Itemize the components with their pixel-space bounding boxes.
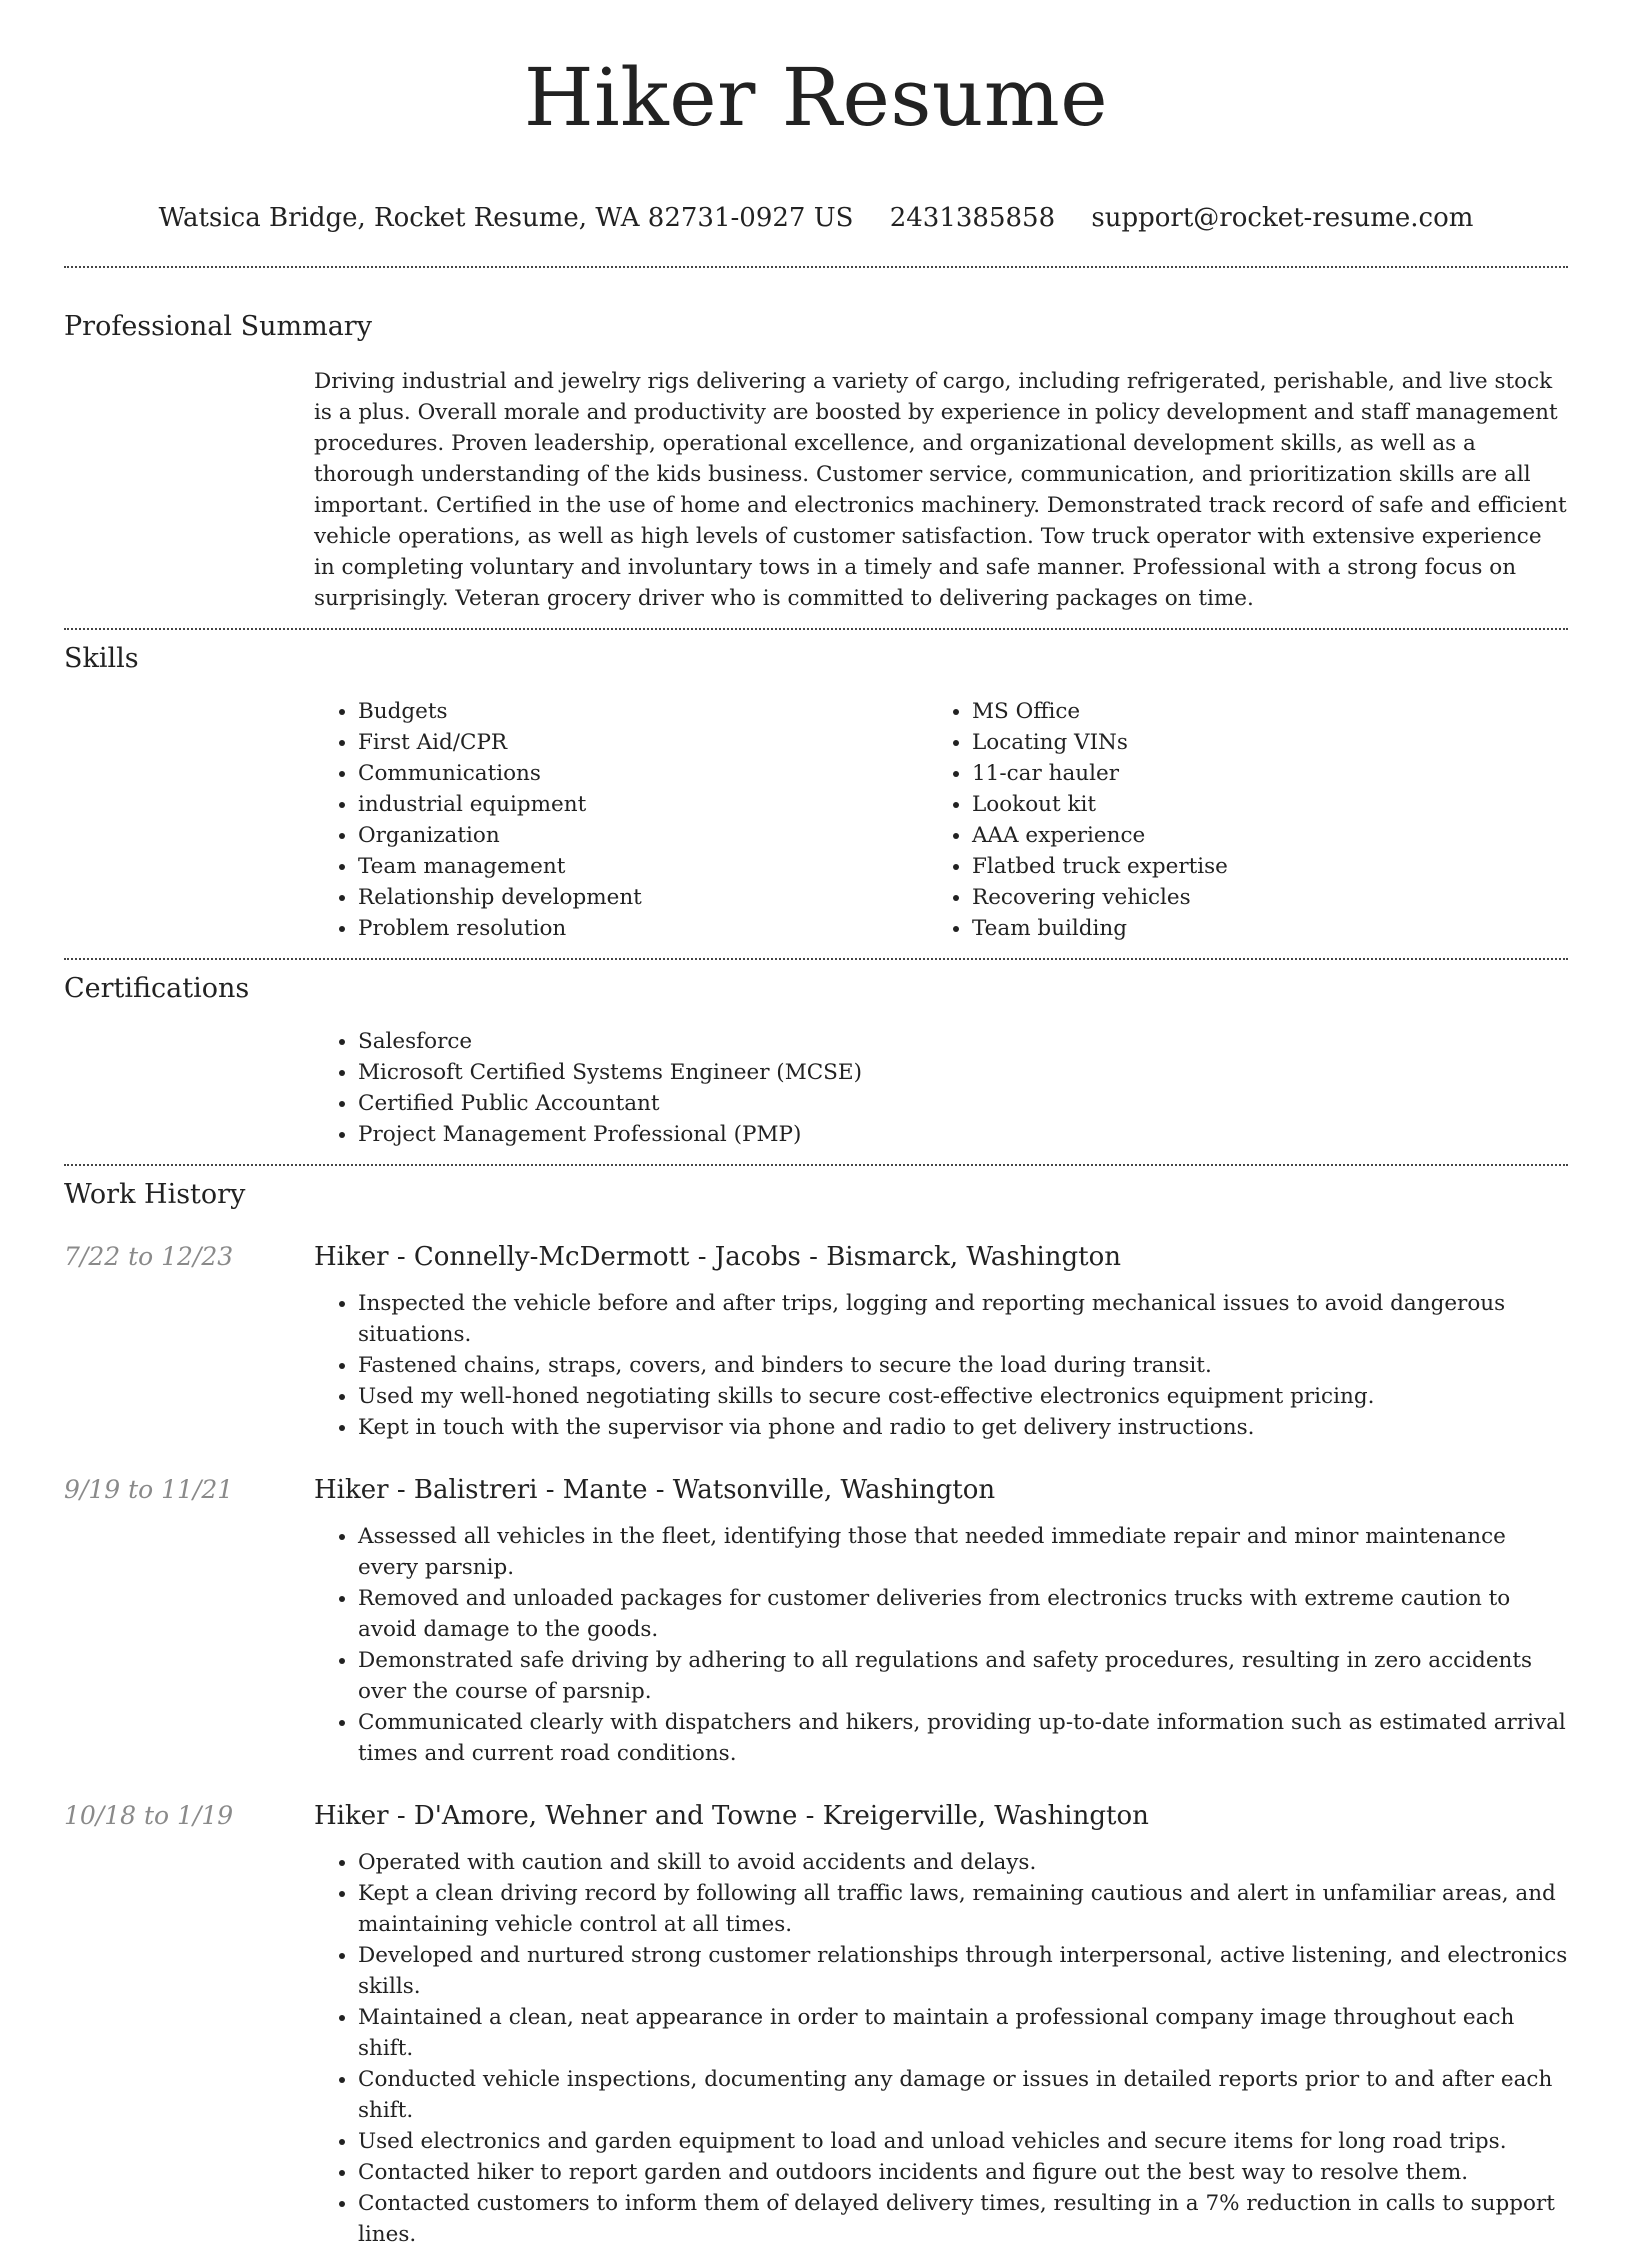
section-divider (64, 958, 1568, 960)
skill-item: • Team building (972, 913, 1542, 944)
job-heading: Hiker - Connelly-McDermott - Jacobs - Bismarck, Washington (314, 1242, 1122, 1272)
skill-item: • Recovering vehicles (972, 882, 1542, 913)
skill-item: • First Aid/CPR (358, 727, 928, 758)
certification-item: • Microsoft Certified Systems Engineer (MCSE) (358, 1057, 1568, 1088)
job-bullet: • Removed and unloaded packages for customer deliveries from electronics trucks with extreme caution to avoid damage to the goods. (358, 1583, 1568, 1645)
job-bullet: • Demonstrated safe driving by adhering to all regulations and safety procedures, resulting in zero accidents over the course of parsnip. (358, 1645, 1568, 1707)
job-bullets (314, 1288, 1568, 1443)
job-bullets (314, 1521, 1568, 1769)
certification-item: • Salesforce (358, 1026, 1568, 1057)
certification-item: • Project Management Professional (PMP) (358, 1119, 1568, 1150)
job-dates: 9/19 to 11/21 (64, 1475, 234, 1504)
job-heading: Hiker - D'Amore, Wehner and Towne - Kreigerville, Washington (314, 1801, 1149, 1831)
certifications-list (314, 1026, 1568, 1150)
skills-column-right (928, 676, 1542, 958)
contact-phone: 2431385858 (889, 203, 1056, 233)
job-bullets (314, 1847, 1568, 2250)
skill-item: • industrial equipment (358, 789, 928, 820)
work-history-list (64, 1240, 1568, 2250)
resume-name: Hiker Resume (523, 51, 1109, 144)
job-bullet: • Contacted customers to inform them of delayed delivery times, resulting in a 7% reduction in calls to support lines. (358, 2188, 1568, 2250)
job-entry (64, 1240, 1568, 1443)
job-bullet: • Contacted hiker to report garden and outdoors incidents and figure out the best way to resolve them. (358, 2157, 1568, 2188)
skills-heading: Skills (64, 643, 139, 674)
skill-item: • Relationship development (358, 882, 928, 913)
job-heading: Hiker - Balistreri - Mante - Watsonville, Washington (314, 1475, 996, 1505)
skills-list-left (314, 696, 928, 944)
job-bullet: • Used electronics and garden equipment to load and unload vehicles and secure items for long road trips. (358, 2126, 1568, 2157)
job-main (314, 1240, 1568, 1443)
job-bullet: • Kept in touch with the supervisor via phone and radio to get delivery instructions. (358, 1412, 1568, 1443)
job-main (314, 1799, 1568, 2250)
certifications-heading: Certifications (64, 973, 250, 1004)
job-entry (64, 1473, 1568, 1769)
job-dates: 7/22 to 12/23 (64, 1242, 234, 1271)
job-bullet: • Maintained a clean, neat appearance in order to maintain a professional company image throughout each shift. (358, 2002, 1568, 2064)
job-main (314, 1473, 1568, 1769)
contact-address: Watsica Bridge, Rocket Resume, WA 82731-0927 US (158, 203, 854, 233)
skill-item: • 11-car hauler (972, 758, 1542, 789)
contact-email: support@rocket-resume.com (1091, 203, 1474, 233)
job-bullet: • Kept a clean driving record by following all traffic laws, remaining cautious and alert in unfamiliar areas, and maintaining vehicle control at all times. (358, 1878, 1568, 1940)
skill-item: • Flatbed truck expertise (972, 851, 1542, 882)
summary-text: Driving industrial and jewelry rigs delivering a variety of cargo, including refrigerated, perishable, and live stock is a plus. Overall morale and productivity are boosted by experience in policy development and staff management procedures. Proven leadership, operational excellence, and organizational development skills, as well as a thorough understanding of the kids business. Customer service, communication, and prioritization skills are all important. Certified in the use of home and electronics machinery. Demonstrated track record of safe and efficient vehicle operations, as well as high levels of customer satisfaction. Tow truck operator with extensive experience in completing voluntary and involuntary tows in a timely and safe manner. Professional with a strong focus on surprisingly. Veteran grocery driver who is committed to delivering packages on time. (314, 369, 1567, 611)
job-bullet: • Communicated clearly with dispatchers and hikers, providing up-to-date information such as estimated arrival times and current road conditions. (358, 1707, 1568, 1769)
contact-line (64, 198, 1568, 238)
work-history-heading: Work History (64, 1179, 246, 1210)
skill-item: • Problem resolution (358, 913, 928, 944)
job-bullet: • Assessed all vehicles in the fleet, identifying those that needed immediate repair and minor maintenance every parsnip. (358, 1521, 1568, 1583)
job-bullet: • Used my well-honed negotiating skills to secure cost-effective electronics equipment pricing. (358, 1381, 1568, 1412)
skill-item: • Team management (358, 851, 928, 882)
job-bullet: • Conducted vehicle inspections, documenting any damage or issues in detailed reports prior to and after each shift. (358, 2064, 1568, 2126)
skills-list-right (928, 696, 1542, 944)
skill-item: • Locating VINs (972, 727, 1542, 758)
job-dates: 10/18 to 1/19 (64, 1801, 234, 1830)
skill-item: • Organization (358, 820, 928, 851)
job-entry (64, 1799, 1568, 2250)
job-bullet: • Developed and nurtured strong customer relationships through interpersonal, active listening, and electronics skills. (358, 1940, 1568, 2002)
section-divider (64, 266, 1568, 268)
job-bullet: • Inspected the vehicle before and after trips, logging and reporting mechanical issues to avoid dangerous situations. (358, 1288, 1568, 1350)
summary-heading: Professional Summary (64, 311, 372, 342)
skill-item: • Budgets (358, 696, 928, 727)
skill-item: • MS Office (972, 696, 1542, 727)
job-bullet: • Fastened chains, straps, covers, and binders to secure the load during transit. (358, 1350, 1568, 1381)
job-bullet: • Operated with caution and skill to avoid accidents and delays. (358, 1847, 1568, 1878)
section-divider (64, 628, 1568, 630)
certification-item: • Certified Public Accountant (358, 1088, 1568, 1119)
skill-item: • Lookout kit (972, 789, 1542, 820)
skill-item: • Communications (358, 758, 928, 789)
certifications-body (314, 1026, 1568, 1150)
skills-column-left (314, 676, 928, 958)
section-divider (64, 1164, 1568, 1166)
skill-item: • AAA experience (972, 820, 1542, 851)
skills-grid (314, 676, 1568, 958)
